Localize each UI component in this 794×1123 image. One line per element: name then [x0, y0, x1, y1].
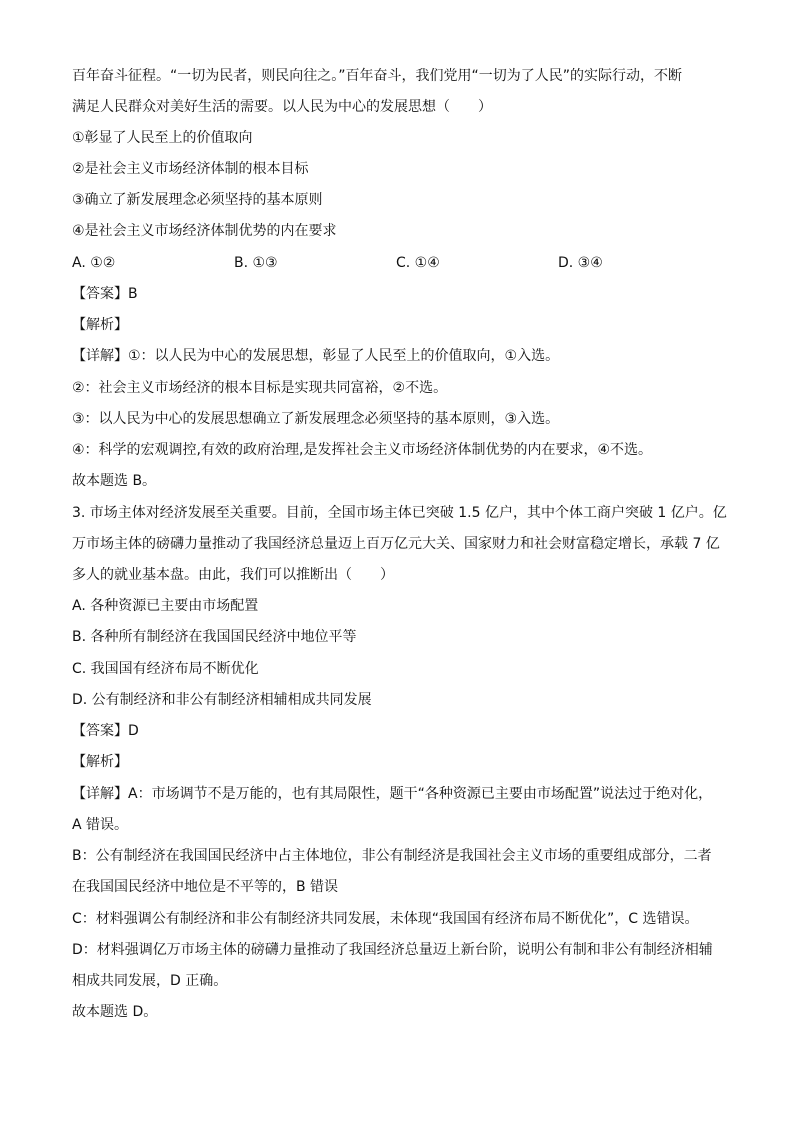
q2-detail-4: ④：科学的宏观调控,有效的政府治理,是发挥社会主义市场经济体制优势的内在要求，④不选。 [72, 442, 652, 458]
q2-option-c: C. ①④ [396, 255, 440, 271]
q2-option-b: B. ①③ [234, 255, 278, 271]
q3-detail-d-line-1: D：材料强调亿万市场主体的磅礴力量推动了我国经济总量迈上新台阶，说明公有制和非公有制经济相辅 [72, 942, 713, 958]
q2-analysis-label: 【解析】 [72, 317, 128, 333]
q2-detail-1: 【详解】①：以人民为中心的发展思想，彰显了人民至上的价值取向，①入选。 [72, 348, 560, 364]
q2-stem-line-2: 满足人民群众对美好生活的需要。以人民为中心的发展思想（ ） [72, 99, 492, 115]
q3-detail-b-line-2: 在我国国民经济中地位是不平等的，B 错误 [72, 879, 339, 895]
q3-option-b: B. 各种所有制经济在我国国民经济中地位平等 [72, 629, 357, 645]
q3-option-d: D. 公有制经济和非公有制经济相辅相成共同发展 [72, 692, 372, 708]
q2-conclusion: 故本题选 B。 [72, 473, 157, 489]
q2-statement-2: ②是社会主义市场经济体制的根本目标 [72, 161, 309, 177]
q3-stem-line-1: 3. 市场主体对经济发展至关重要。目前，全国市场主体已突破 1.5 亿户，其中个体工商户突破 1 亿户。亿 [72, 505, 727, 521]
q2-options [72, 253, 732, 273]
q3-detail-a-line-1: 【详解】A：市场调节不是万能的，也有其局限性，题干“各种资源已主要由市场配置”说法过于绝对化， [72, 786, 713, 802]
q2-statement-4: ④是社会主义市场经济体制优势的内在要求 [72, 223, 337, 239]
q3-detail-b-line-1: B：公有制经济在我国国民经济中占主体地位，非公有制经济是我国社会主义市场的重要组成部分，二者 [72, 848, 712, 864]
q3-option-c: C. 我国国有经济布局不断优化 [72, 661, 259, 677]
q3-detail-a-line-2: A 错误。 [72, 817, 129, 833]
q2-statement-1: ①彰显了人民至上的价值取向 [72, 130, 253, 146]
q2-statement-3: ③确立了新发展理念必须坚持的基本原则 [72, 192, 323, 208]
q2-answer: 【答案】B [72, 286, 138, 302]
q2-detail-2: ②：社会主义市场经济的根本目标是实现共同富裕，②不选。 [72, 380, 448, 396]
q3-detail-d-line-2: 相成共同发展，D 正确。 [72, 973, 228, 989]
q3-stem-line-2: 万市场主体的磅礴力量推动了我国经济总量迈上百万亿元大关、国家财力和社会财富稳定增长，承载 7 亿 [72, 536, 720, 552]
q2-stem-line-1: 百年奋斗征程。“一切为民者，则民向往之。”百年奋斗，我们党用“一切为了人民”的实际行动，不断 [72, 68, 683, 84]
q3-answer: 【答案】D [72, 723, 139, 739]
q3-analysis-label: 【解析】 [72, 754, 128, 770]
q3-stem-line-3: 多人的就业基本盘。由此，我们可以推断出（ ） [72, 567, 394, 583]
q2-option-a: A. ①② [72, 255, 116, 271]
q3-conclusion: 故本题选 D。 [72, 1004, 158, 1020]
q3-detail-c: C：材料强调公有制经济和非公有制经济共同发展，未体现“我国国有经济布局不断优化”，C 选错误。 [72, 911, 699, 927]
q2-detail-3: ③：以人民为中心的发展思想确立了新发展理念必须坚持的基本原则，③入选。 [72, 411, 560, 427]
q3-option-a: A. 各种资源已主要由市场配置 [72, 598, 259, 614]
q2-option-d: D. ③④ [558, 255, 603, 271]
